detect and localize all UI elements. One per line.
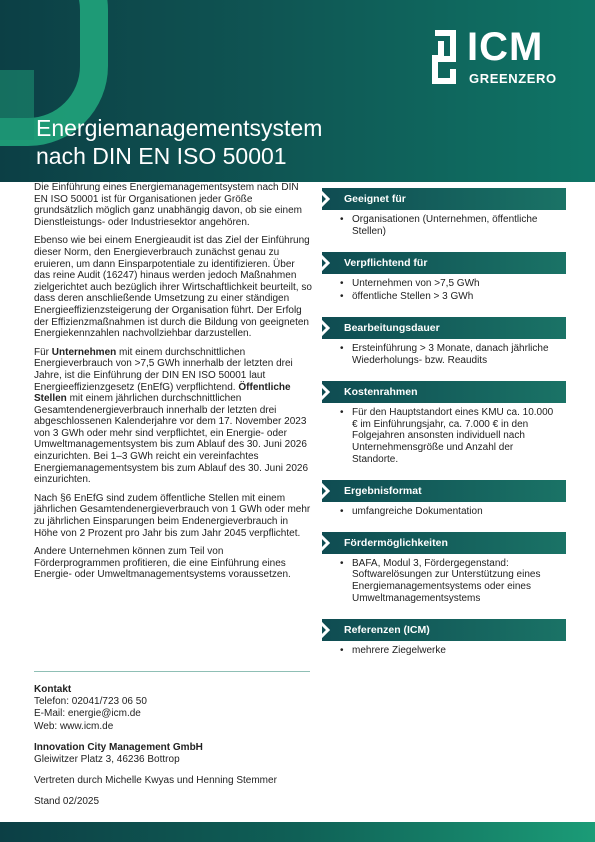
section-body: [322, 210, 566, 238]
icm-logo-mark-icon: [429, 29, 459, 85]
section-body: [322, 502, 566, 518]
decorative-block: [0, 70, 34, 140]
bullet-list: [340, 407, 558, 466]
represented-by: Vertreten durch Michelle Kwyas und Henning Stemmer: [34, 775, 277, 787]
footer-band: [0, 822, 595, 842]
list-item: • Ersteinführung > 3 Monate, danach jährliche Wiederholungs- bzw. Reaudits: [340, 343, 558, 367]
company-address: Gleiwitzer Platz 3, 46236 Bottrop: [34, 754, 180, 766]
section-body: [322, 554, 566, 605]
chevron-right-icon: [316, 480, 338, 502]
page-title: [36, 114, 456, 170]
section-heading: [322, 532, 566, 554]
section-heading: [322, 619, 566, 641]
icm-logo: [429, 27, 564, 89]
info-section: [322, 480, 566, 518]
section-body: [322, 339, 566, 367]
bullet-list: [340, 645, 558, 657]
section-title: Verpflichtend für: [344, 256, 428, 269]
paragraph-3-bold-1: Unternehmen: [51, 346, 117, 358]
list-item: • BAFA, Modul 3, Fördergegenstand: Softwarelösungen zur Unterstützung eines Energiemanagementsystems oder eines Umweltmanagementsystems: [340, 558, 558, 605]
section-title: Referenzen (ICM): [344, 623, 430, 636]
header-banner: [0, 0, 595, 182]
contact-heading: Kontakt: [34, 684, 72, 695]
section-title: Bearbeitungsdauer: [344, 322, 440, 335]
paragraph-1: Die Einführung eines Energiemanagementsystem nach DIN EN ISO 50001 ist für Organisationen jeder Größe grundsätzlich möglich ganz unabhängig davon, ob sie einem Dienstleistungs- oder Industriesektor angehören.: [34, 182, 302, 228]
info-section: [322, 317, 566, 367]
section-title: Fördermöglichkeiten: [344, 536, 448, 549]
paragraph-5: Andere Unternehmen können zum Teil von Förderprogrammen profitieren, die eine Einführung eines Energie- oder Umweltmanagementsystems voraussetzen.: [34, 546, 291, 581]
contact-email[interactable]: E-Mail: energie@icm.de: [34, 708, 141, 720]
paragraph-2: Ebenso wie bei einem Energieaudit ist das Ziel der Einführung dieser Norm, den Energieverbrauch zunächst genau zu eruieren, um dann Einsparpotentiale zu identifizieren. Über das reine Audit (16247) hinaus werden jedoch Maßnahmen zielgerichtet auch bezüglich ihrer Wirtschaftlichkeit beurteilt, so dass deren anschließende Umsetzung zu einer ständigen Energieeffizienzsteigerung der Organisation führt. Der Erfolg der Effizienzmaßnahmen ist durch die Bildung von geeigneten Energiekennzahlen nachvollziehbar darzustellen.: [34, 235, 312, 340]
info-section: [322, 188, 566, 238]
section-heading: [322, 317, 566, 339]
section-title: Ergebnisformat: [344, 484, 422, 497]
section-heading: [322, 480, 566, 502]
logo-text: ICM: [467, 25, 544, 69]
section-heading: [322, 252, 566, 274]
list-item: • umfangreiche Dokumentation: [340, 506, 558, 518]
logo-subtext: GREENZERO: [469, 71, 557, 86]
bullet-list: [340, 278, 558, 304]
chevron-right-icon: [316, 532, 338, 554]
chevron-right-icon: [316, 619, 338, 641]
list-item: • Unternehmen von >7,5 GWh: [340, 278, 558, 290]
list-item: • mehrere Ziegelwerke: [340, 645, 558, 657]
paragraph-4: Nach §6 EnEfG sind zudem öffentliche Stellen mit einem jährlichen Gesamtendenergieverbrauch von 1 GWh oder mehr zu jährlichen Einsparungen beim Endenergieverbrauch in Höhe von 2 Prozent pro Jahr bis zum Jahr 2045 verpflichtet.: [34, 492, 311, 539]
section-body: [322, 641, 566, 657]
title-line-1: Energiemanagementsystem: [36, 115, 323, 141]
paragraph-3: [34, 347, 312, 486]
chevron-right-icon: [316, 317, 338, 339]
paragraph-3-a: Für: [34, 346, 52, 358]
list-item: • Für den Hauptstandort eines KMU ca. 10.000 € im Einführungsjahr, ca. 7.000 € in den Folgejahren ansonsten individuell nach Unternehmensgröße und Anzahl der Standorte.: [340, 407, 558, 466]
info-section: [322, 619, 566, 657]
chevron-right-icon: [316, 188, 338, 210]
info-section: [322, 532, 566, 605]
contact-phone[interactable]: Telefon: 02041/723 06 50: [34, 696, 147, 708]
contact-web[interactable]: Web: www.icm.de: [34, 720, 114, 732]
section-body: [322, 403, 566, 466]
bullet-list: [340, 214, 558, 238]
info-section: [322, 381, 566, 466]
chevron-right-icon: [316, 252, 338, 274]
main-text: [34, 182, 312, 588]
contact-block: [34, 684, 314, 809]
section-heading: [322, 381, 566, 403]
bullet-list: [340, 558, 558, 605]
paragraph-3-bold-2: Öffentliche Stellen: [34, 381, 291, 405]
list-item: • öffentliche Stellen > 3 GWh: [340, 291, 558, 303]
document-status: Stand 02/2025: [34, 796, 100, 808]
section-title: Geeignet für: [344, 193, 406, 205]
section-body: [322, 274, 566, 304]
paragraph-3-d: mit einem jährlichen durchschnittlichen Gesamtendenergieverbrauch innerhalb der letzten drei abgeschlossenen Kalenderjahre vor dem 17. November 2023 von 3 GWh oder mehr sind verpflichtet, ein Energie- oder Umweltmanagementsystem bis zum Ablauf des 30. Juni 2026 einzurichten. Bei 1–3 GWh reicht ein vereinfachtes Energiemanagementsystem bis zum Ablauf des 30. Juni 2026 einzurichten.: [34, 393, 309, 486]
bullet-list: [340, 343, 558, 367]
section-heading: [322, 188, 566, 210]
company-name: Innovation City Management GmbH: [34, 741, 203, 753]
info-sidebar: [322, 188, 566, 671]
info-section: [322, 252, 566, 304]
bullet-list: [340, 506, 558, 518]
paragraph-3-c: mit einem durchschnittlichen Energieverbrauch von >7,5 GWh innerhalb der letzten drei Jahre, ist die Einführung der DIN EN ISO 50001 laut Energieeffizienzgesetz (EnEfG) verpflichtend.: [34, 346, 293, 393]
divider: [34, 671, 310, 672]
chevron-right-icon: [316, 381, 338, 403]
title-line-2: nach DIN EN ISO 50001: [36, 143, 287, 169]
list-item: • Organisationen (Unternehmen, öffentliche Stellen): [340, 214, 558, 238]
section-title: Kostenrahmen: [344, 385, 418, 398]
